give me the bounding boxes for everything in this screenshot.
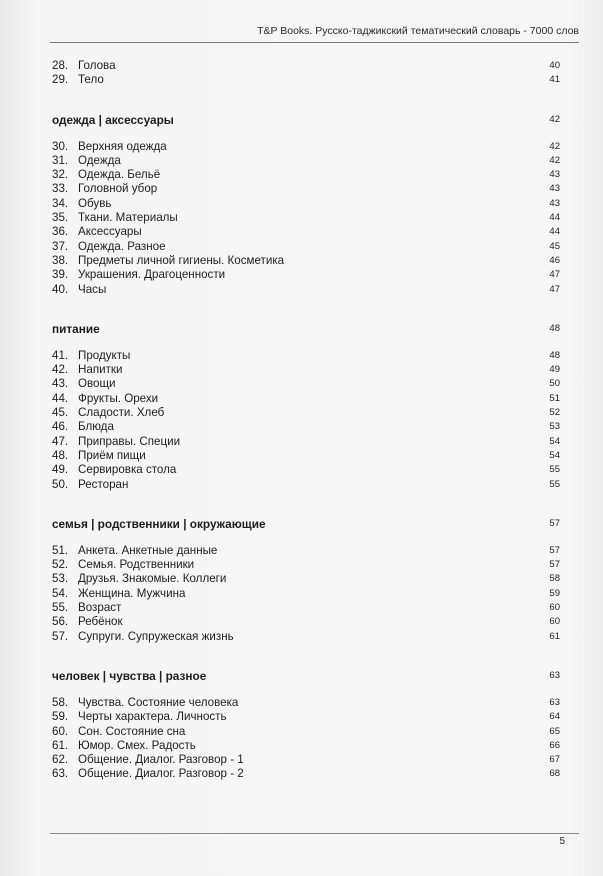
entry-number: 39. [52, 268, 69, 282]
entry-title: Чувства. Состояние человека [78, 695, 239, 709]
entry-number: 41. [52, 348, 69, 362]
page-number: 5 [559, 836, 565, 847]
table-of-contents [52, 59, 560, 782]
toc-entry [52, 572, 560, 586]
toc-entry [52, 168, 560, 182]
entry-number: 36. [52, 225, 69, 239]
section-title: питание [52, 321, 100, 336]
toc-entry [52, 392, 560, 406]
entry-page-number: 47 [549, 283, 560, 295]
footer-rule [50, 833, 579, 834]
entry-number: 40. [52, 282, 69, 296]
entry-page-number: 59 [549, 587, 560, 599]
toc-entry [52, 182, 560, 196]
entry-page-number: 43 [549, 169, 560, 181]
entry-title: Черты характера. Личность [78, 710, 227, 724]
entry-title: Блюда [78, 420, 114, 434]
toc-entry [52, 767, 560, 781]
entry-page-number: 40 [549, 60, 560, 71]
toc-entry [52, 587, 560, 601]
entry-number: 53. [52, 572, 69, 586]
entry-page-number: 49 [549, 364, 560, 376]
entry-page-number: 68 [549, 768, 560, 780]
entry-page-number: 54 [549, 435, 560, 447]
toc-entry [52, 615, 560, 629]
entry-number: 59. [52, 710, 69, 724]
entry-title: Друзья. Знакомые. Коллеги [78, 572, 227, 586]
entry-number: 28. [52, 59, 69, 72]
entry-number: 37. [52, 239, 69, 253]
entry-number: 29. [52, 73, 69, 87]
entry-page-number: 65 [549, 725, 560, 737]
entry-number: 50. [52, 477, 69, 491]
section-spacer [52, 644, 560, 666]
entry-page-number: 51 [549, 392, 560, 404]
entry-title: Приправы. Специи [78, 434, 181, 448]
toc-entry [52, 377, 560, 391]
entry-number: 51. [52, 543, 69, 557]
entry-page-number: 42 [549, 154, 560, 166]
entry-number: 34. [52, 196, 69, 210]
toc-entry [52, 601, 560, 615]
entry-page-number: 54 [549, 449, 560, 461]
entry-number: 35. [52, 211, 69, 225]
entry-page-number: 48 [549, 349, 560, 361]
toc-entry [52, 696, 560, 710]
toc-entry [52, 725, 560, 739]
entry-page-number: 60 [549, 602, 560, 614]
entry-page-number: 61 [549, 630, 560, 642]
entry-number: 49. [52, 463, 69, 477]
toc-entry [52, 630, 560, 644]
toc-entry [52, 363, 560, 377]
toc-entry [52, 197, 560, 211]
entry-title: Продукты [78, 348, 131, 362]
section-page-number: 57 [549, 517, 560, 529]
entry-title: Сервировка стола [78, 463, 177, 477]
toc-entry [52, 463, 560, 477]
section-spacer [52, 492, 560, 514]
entry-title: Напитки [78, 363, 123, 377]
entry-number: 46. [52, 420, 69, 434]
toc-entry [52, 283, 560, 297]
toc-entry [52, 140, 560, 154]
entry-page-number: 46 [549, 254, 560, 266]
entry-title: Сон. Состояние сна [78, 724, 186, 738]
entry-title: Сладости. Хлеб [78, 406, 165, 420]
entry-page-number: 44 [549, 212, 560, 224]
section-spacer [52, 130, 560, 140]
section-title: семья | родственники | окружающие [52, 516, 266, 531]
entry-page-number: 55 [549, 478, 560, 490]
section-heading [52, 666, 560, 686]
entry-title: Верхняя одежда [78, 139, 167, 153]
entry-number: 58. [52, 695, 69, 709]
section-spacer [52, 534, 560, 544]
toc-entry [52, 478, 560, 492]
toc-entry [52, 154, 560, 168]
toc-entry [52, 420, 560, 434]
entry-number: 62. [52, 753, 69, 767]
entry-page-number: 42 [549, 140, 560, 152]
entry-number: 60. [52, 724, 69, 738]
toc-entry [52, 753, 560, 767]
entry-number: 56. [52, 615, 69, 629]
toc-entry [52, 240, 560, 254]
section-heading [52, 319, 560, 339]
entry-number: 52. [52, 558, 69, 572]
section-spacer [52, 686, 560, 696]
toc-entry [52, 211, 560, 225]
entry-page-number: 57 [549, 559, 560, 571]
entry-title: Анкета. Анкетные данные [78, 543, 218, 557]
section-page-number: 63 [549, 669, 560, 681]
toc-entry [52, 449, 560, 463]
entry-title: Приём пищи [78, 448, 146, 462]
entry-page-number: 43 [549, 197, 560, 209]
entry-page-number: 64 [549, 711, 560, 723]
entry-title: Ребёнок [78, 615, 123, 629]
toc-entry [52, 406, 560, 420]
entry-number: 47. [52, 434, 69, 448]
entry-title: Фрукты. Орехи [78, 391, 159, 405]
entry-title: Семья. Родственники [78, 558, 195, 572]
entry-number: 63. [52, 767, 69, 781]
entry-page-number: 58 [549, 573, 560, 585]
toc-entry [52, 225, 560, 239]
header-rule [50, 42, 579, 43]
entry-number: 44. [52, 391, 69, 405]
entry-page-number: 45 [549, 240, 560, 252]
entry-title: Супруги. Супружеская жизнь [78, 629, 234, 643]
entry-title: Женщина. Мужчина [78, 586, 186, 600]
section-spacer [52, 297, 560, 319]
entry-page-number: 57 [549, 544, 560, 556]
entry-number: 31. [52, 153, 69, 167]
entry-page-number: 55 [549, 464, 560, 476]
toc-entry [52, 710, 560, 724]
section-page-number: 48 [549, 322, 560, 334]
section-heading [52, 110, 560, 130]
entry-number: 54. [52, 586, 69, 600]
toc-entry [52, 349, 560, 363]
entry-title: Одежда [78, 153, 121, 167]
entry-page-number: 43 [549, 183, 560, 195]
entry-title: Тело [78, 73, 104, 87]
entry-page-number: 47 [549, 269, 560, 281]
entry-page-number: 50 [549, 378, 560, 390]
entry-page-number: 53 [549, 421, 560, 433]
section-spacer [52, 88, 560, 110]
entry-number: 48. [52, 448, 69, 462]
entry-title: Обувь [78, 196, 112, 210]
entry-title: Ресторан [78, 477, 129, 491]
toc-entry [52, 435, 560, 449]
entry-number: 61. [52, 738, 69, 752]
entry-number: 42. [52, 363, 69, 377]
entry-number: 43. [52, 377, 69, 391]
section-page-number: 42 [549, 113, 560, 125]
entry-title: Украшения. Драгоценности [78, 268, 226, 282]
entry-title: Головной убор [78, 182, 158, 196]
entry-number: 55. [52, 601, 69, 615]
toc-entry [52, 544, 560, 558]
section-title: человек | чувства | разное [52, 668, 207, 683]
toc-entry [52, 739, 560, 753]
entry-page-number: 60 [549, 616, 560, 628]
entry-number: 32. [52, 168, 69, 182]
entry-title: Овощи [78, 377, 116, 391]
running-header: T&P Books. Русско-таджикский тематический словарь - 7000 слов [257, 25, 579, 37]
entry-number: 45. [52, 406, 69, 420]
entry-number: 33. [52, 182, 69, 196]
section-spacer [52, 339, 560, 349]
entry-title: Одежда. Бельё [78, 168, 161, 182]
entry-title: Возраст [78, 601, 122, 615]
entry-title: Общение. Диалог. Разговор - 1 [78, 753, 244, 767]
entry-title: Ткани. Материалы [78, 211, 178, 225]
entry-page-number: 52 [549, 407, 560, 419]
entry-number: 57. [52, 629, 69, 643]
toc-entry [52, 59, 560, 73]
entry-title: Общение. Диалог. Разговор - 2 [78, 767, 244, 781]
entry-page-number: 67 [549, 754, 560, 766]
entry-page-number: 41 [549, 74, 560, 86]
entry-title: Предметы личной гигиены. Косметика [78, 253, 285, 267]
entry-title: Часы [78, 282, 107, 296]
toc-entry [52, 268, 560, 282]
entry-title: Юмор. Смех. Радость [78, 738, 196, 752]
toc-entry [52, 73, 560, 87]
toc-entry [52, 558, 560, 572]
entry-page-number: 66 [549, 739, 560, 751]
entry-number: 30. [52, 139, 69, 153]
entry-page-number: 63 [549, 696, 560, 708]
entry-title: Одежда. Разное [78, 239, 166, 253]
entry-title: Голова [78, 59, 116, 72]
toc-entry [52, 254, 560, 268]
entry-page-number: 44 [549, 226, 560, 238]
entry-title: Аксессуары [78, 225, 142, 239]
entry-number: 38. [52, 253, 69, 267]
section-heading [52, 514, 560, 534]
section-title: одежда | аксессуары [52, 112, 174, 127]
